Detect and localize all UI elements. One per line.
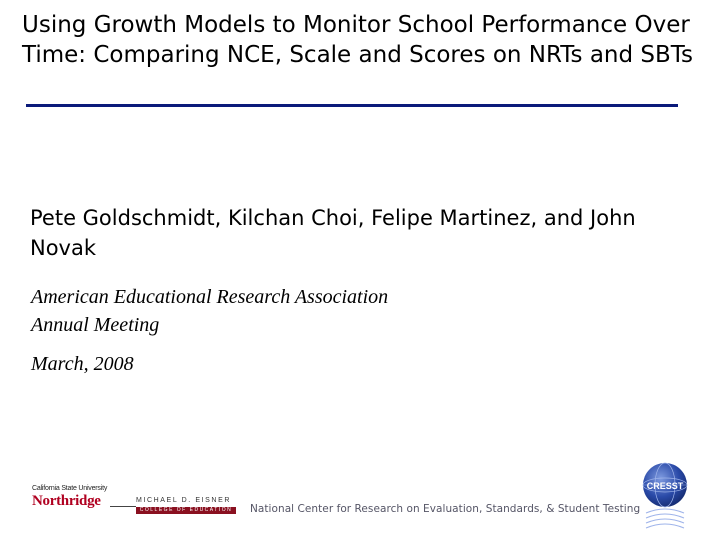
csun-logo-small-text: California State University <box>32 485 108 492</box>
conference-line-2: Annual Meeting <box>31 314 160 336</box>
authors: Pete Goldschmidt, Kilchan Choi, Felipe Martinez, and John Novak <box>30 206 636 260</box>
college-logo-sub: COLLEGE OF EDUCATION <box>136 507 236 514</box>
conference <box>31 283 551 339</box>
college-logo-name: MICHAEL D. EISNER <box>136 497 232 504</box>
college-logo-rule <box>110 506 136 507</box>
cresst-full-name: National Center for Research on Evaluation, Standards, & Student Testing <box>250 503 641 515</box>
cresst-globe-icon <box>640 461 690 533</box>
csun-logo <box>32 485 110 515</box>
csun-logo-name: Northridge <box>32 493 101 509</box>
cresst-logo-text: CRESST <box>646 481 684 491</box>
presentation-date: March, 2008 <box>31 353 134 375</box>
cresst-logo <box>640 461 690 533</box>
college-logo <box>110 497 242 517</box>
slide-title: Using Growth Models to Monitor School Performance Over Time: Comparing NCE, Scale and Scores on NRTs and SBTs <box>22 12 694 68</box>
footer <box>0 455 720 540</box>
conference-line-1: American Educational Research Association <box>31 286 389 308</box>
title-underline <box>26 104 678 107</box>
